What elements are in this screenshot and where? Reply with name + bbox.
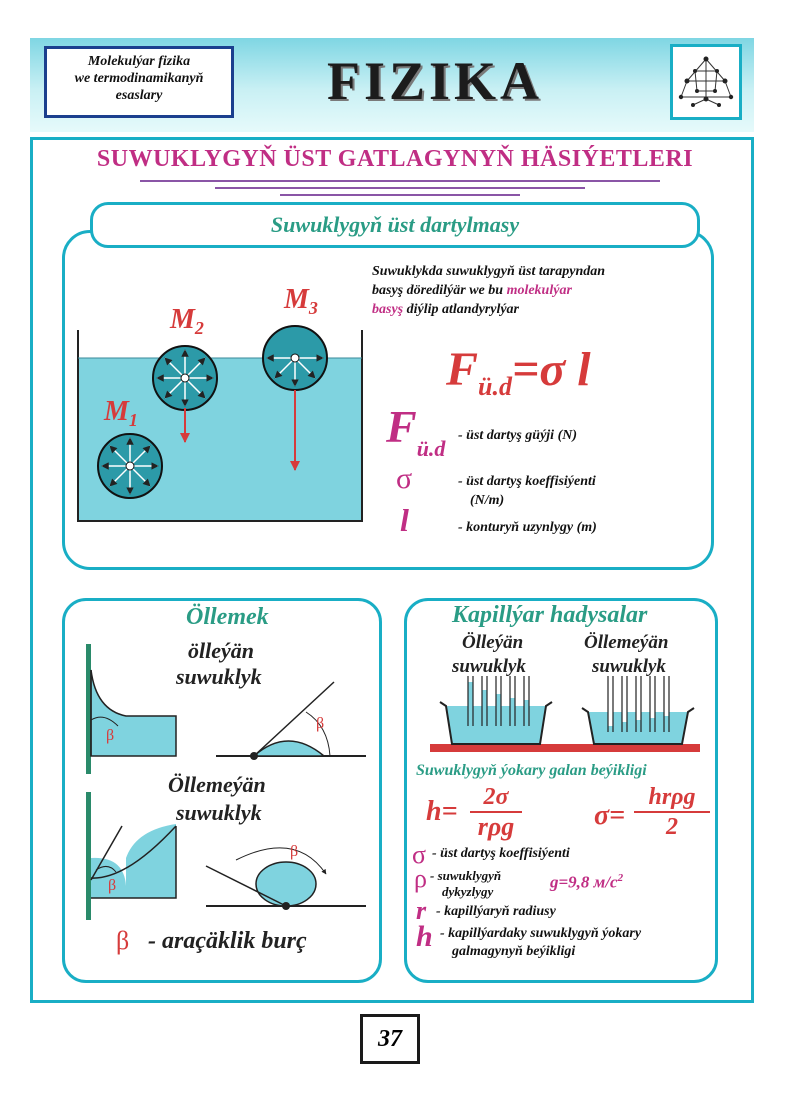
- wetting-wall-diagram: [86, 644, 176, 774]
- wetting-beaker: [440, 676, 552, 744]
- legend-text: - üst dartyş güýji (N): [458, 428, 577, 443]
- nonwetting-beaker: [582, 676, 694, 744]
- wetting-heading: Öllemek: [186, 604, 269, 630]
- molecule-lattice-icon: [673, 47, 739, 117]
- label-m1: $M_1$: [104, 396, 138, 430]
- legend-text: (N/m): [470, 493, 505, 508]
- formula-rhs: =σ l: [511, 343, 591, 396]
- label-m2: $M_2$: [170, 304, 204, 338]
- angle-symbol: β: [290, 843, 299, 860]
- capillary-right-label: Öllemeýän: [584, 632, 669, 653]
- formula-lhs: F: [446, 343, 479, 396]
- formula-h-denominator: rρg: [477, 812, 515, 841]
- legend-symbol-f: $F_{ü.d}$: [386, 401, 446, 461]
- angle-symbol: β: [108, 877, 117, 894]
- capillary-diagram: [428, 676, 708, 760]
- subject-line: Molekulýar fizika: [87, 54, 191, 69]
- label-m3: $M_3$: [284, 284, 318, 318]
- molecule-logo: [670, 44, 742, 120]
- cap-legend-text: - üst dartyş koeffisiýenti: [432, 846, 570, 861]
- cap-legend-symbol: r: [416, 896, 427, 925]
- molecular-pressure-diagram: [66, 250, 376, 550]
- subject-box: [44, 46, 234, 118]
- formula-sigma-numerator: hrρg: [634, 784, 710, 813]
- title-underline: [215, 187, 585, 189]
- angle-footer-symbol: β: [116, 926, 130, 955]
- subject-line: esaslary: [115, 88, 163, 103]
- title-underline: [280, 194, 520, 196]
- formula-sigma-denominator: 2: [666, 814, 678, 840]
- capillary-left-label: suwuklyk: [452, 656, 526, 677]
- angle-footer-text: - araçäklik burç: [148, 928, 307, 954]
- capillary-heading: Kapillýar hadysalar: [452, 602, 648, 628]
- cap-legend-symbol: σ: [412, 840, 427, 869]
- desc-highlight: molekulýar: [506, 283, 572, 298]
- molecule-m1: [98, 434, 162, 498]
- capillary-base: [430, 744, 700, 752]
- title-underline: [140, 180, 660, 182]
- legend-symbol-l: l: [400, 502, 409, 538]
- cap-legend-text: - suwuklygyň: [430, 868, 502, 883]
- surface-tension-heading: Suwuklygyň üst dartylmasy: [90, 202, 700, 248]
- cap-legend-text: galmagynyň beýikligi: [452, 944, 576, 959]
- surface-tension-formula: [446, 342, 591, 402]
- desc-highlight: basyş: [372, 302, 404, 317]
- angle-symbol: β: [106, 727, 115, 744]
- legend-text: - üst dartyş koeffisiýenti: [458, 474, 596, 489]
- wetting-label: suwuklyk: [176, 664, 262, 689]
- desc-line: basyş döredilýär we bu: [372, 283, 504, 298]
- tension-description: [372, 262, 672, 319]
- nonwetting-drop-diagram: [206, 843, 366, 910]
- cap-legend-symbol: h: [416, 920, 433, 953]
- cap-legend-text: - kapillýaryň radiusy: [436, 904, 556, 919]
- nonwetting-label: Öllemeýän: [168, 772, 266, 797]
- section-title: SUWUKLYGYŇ ÜST GATLAGYNYŇ HÄSIÝETLERI: [96, 146, 694, 172]
- cap-legend-symbol: ρ: [414, 864, 427, 893]
- wetting-diagrams: [66, 630, 376, 920]
- main-title: FIZIKA: [326, 51, 544, 111]
- wetting-drop-diagram: [216, 682, 366, 760]
- capillary-left-label: Ölleýän: [462, 632, 524, 653]
- formula-h-numerator: 2σ: [470, 784, 522, 813]
- cap-legend-text: dykyzlygy: [442, 884, 494, 899]
- legend-text: - konturyň uzynlygy (m): [458, 520, 597, 535]
- page-number: 37: [360, 1014, 420, 1064]
- cap-legend-text: - kapillýardaky suwuklygyň ýokary: [440, 926, 642, 941]
- formula-sigma-left: σ=: [594, 800, 626, 831]
- desc-line: Suwuklykda suwuklygyň üst tarapyndan: [372, 264, 606, 279]
- desc-line: diýlip atlandyrylýar: [406, 302, 520, 317]
- wetting-label: ölleýän: [188, 638, 254, 663]
- nonwetting-label: suwuklyk: [176, 800, 262, 825]
- nonwetting-wall-diagram: [86, 792, 176, 920]
- legend-symbol-sigma: σ: [396, 462, 413, 495]
- formula-sub: ü.d: [478, 372, 512, 401]
- rise-heading: Suwuklygyň ýokary galan beýikligi: [416, 762, 647, 779]
- formula-h-left: h=: [426, 796, 458, 827]
- subject-line: we termodinamikanyň: [74, 71, 204, 86]
- g-value: g=9,8 $м/с^2$: [550, 872, 624, 892]
- capillary-right-label: suwuklyk: [592, 656, 666, 677]
- angle-symbol: β: [316, 715, 325, 732]
